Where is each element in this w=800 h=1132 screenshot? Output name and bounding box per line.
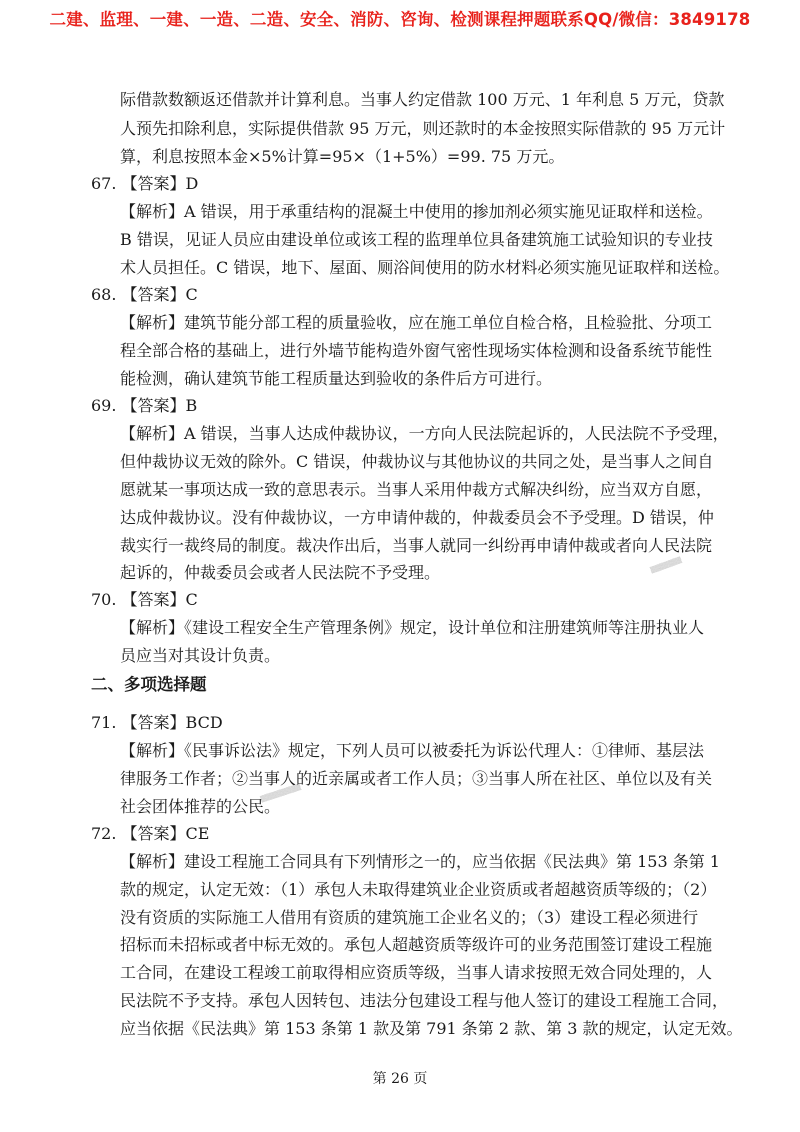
explanation-line: 起诉的，仲裁委员会或者人民法院不予受理。 <box>120 563 441 582</box>
explanation-line: 达成仲裁协议。没有仲裁协议，一方申请仲裁的，仲裁委员会不予受理。D 错误，仲 <box>120 508 714 527</box>
page-number: 第 26 页 <box>372 1071 428 1087</box>
explanation-line: 民法院不予支持。承包人因转包、违法分包建设工程与他人签订的建设工程施工合同， <box>120 991 729 1010</box>
explanation-line: 没有资质的实际施工人借用有资质的建筑施工企业名义的；（3）建设工程必须进行 <box>120 908 699 927</box>
explanation-line: 款的规定，认定无效：（1）承包人未取得建筑业企业资质或者超越资质等级的；（2） <box>120 880 717 899</box>
answer-heading-70: 70. 【答案】C <box>91 590 198 609</box>
watermark-mark: ▒▒▒▒▒▒▒ <box>649 556 683 575</box>
paragraph-line: 际借款数额返还借款并计算利息。当事人约定借款 100 万元、1 年利息 5 万元，贷款 <box>120 90 725 109</box>
watermark-mark: ▒▒▒▒▒▒▒▒▒ <box>259 783 302 804</box>
explanation-line: 【解析】A 错误，用于承重结构的混凝土中使用的掺加剂必须实施见证取样和送检。 <box>120 202 713 221</box>
explanation-line: 律服务工作者；②当事人的近亲属或者工作人员；③当事人所在社区、单位以及有关 <box>120 769 713 788</box>
explanation-line: 裁实行一裁终局的制度。裁决作出后，当事人就同一纠纷再申请仲裁或者向人民法院 <box>120 536 713 555</box>
explanation-line: 能检测，确认建筑节能工程质量达到验收的条件后方可进行。 <box>120 369 553 388</box>
paragraph-line: 算，利息按照本金×5%计算=95×（1+5%）=99. 75 万元。 <box>120 147 565 166</box>
explanation-line: 社会团体推荐的公民。 <box>120 797 281 816</box>
answer-heading-72: 72. 【答案】CE <box>91 824 210 843</box>
explanation-line: B 错误，见证人员应由建设单位或该工程的监理单位具备建筑施工试验知识的专业技 <box>120 230 713 249</box>
answer-heading-71: 71. 【答案】BCD <box>91 713 223 732</box>
answer-heading-69: 69. 【答案】B <box>91 396 198 415</box>
explanation-line: 愿就某一事项达成一致的意思表示。当事人采用仲裁方式解决纠纷，应当双方自愿， <box>120 480 713 499</box>
explanation-line: 【解析】建设工程施工合同具有下列情形之一的，应当依据《民法典》第 153 条第 1 <box>120 852 720 871</box>
explanation-line: 但仲裁协议无效的除外。C 错误，仲裁协议与其他协议的共同之处，是当事人之间自 <box>120 452 714 471</box>
explanation-line: 【解析】A 错误，当事人达成仲裁协议，一方向人民法院起诉的，人民法院不予受理， <box>120 424 729 443</box>
explanation-line: 术人员担任。C 错误，地下、屋面、厕浴间使用的防水材料必须实施见证取样和送检。 <box>120 258 730 277</box>
explanation-line: 招标而未招标或者中标无效的。承包人超越资质等级许可的业务范围签订建设工程施 <box>120 935 713 954</box>
answer-heading-67: 67. 【答案】D <box>91 174 199 193</box>
explanation-line: 应当依据《民法典》第 153 条第 1 款及第 791 条第 2 款、第 3 款的规定，认定无效。 <box>120 1019 743 1038</box>
explanation-line: 工合同，在建设工程竣工前取得相应资质等级，当事人请求按照无效合同处理的，人 <box>120 963 713 982</box>
explanation-line: 【解析】《建设工程安全生产管理条例》规定，设计单位和注册建筑师等注册执业人 <box>120 618 705 637</box>
section-title: 二、多项选择题 <box>91 675 207 694</box>
top-banner: 二建、监理、一建、一造、二造、安全、消防、咨询、检测课程押题联系QQ/微信：3849178 <box>49 10 751 29</box>
explanation-line: 程全部合格的基础上，进行外墙节能构造外窗气密性现场实体检测和设备系统节能性 <box>120 341 713 360</box>
answer-heading-68: 68. 【答案】C <box>91 285 198 304</box>
paragraph-line: 人预先扣除利息，实际提供借款 95 万元，则还款时的本金按照实际借款的 95 万元计 <box>120 119 726 138</box>
explanation-line: 【解析】《民事诉讼法》规定，下列人员可以被委托为诉讼代理人：①律师、基层法 <box>120 741 705 760</box>
explanation-line: 【解析】建筑节能分部工程的质量验收，应在施工单位自检合格，且检验批、分项工 <box>120 313 713 332</box>
explanation-line: 员应当对其设计负责。 <box>120 646 281 665</box>
